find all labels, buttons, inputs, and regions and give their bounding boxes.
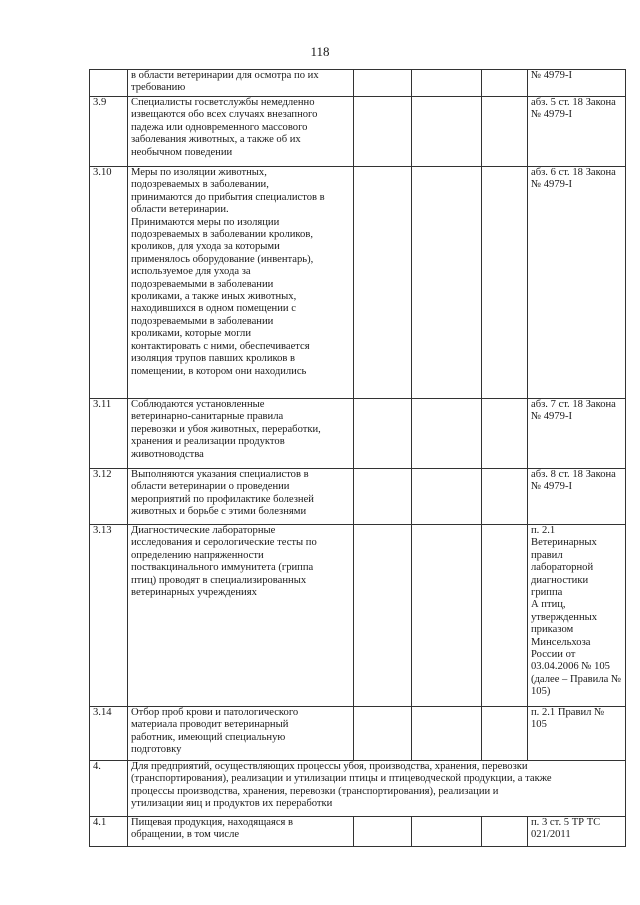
empty-cell bbox=[482, 707, 528, 761]
row-number: 3.12 bbox=[90, 469, 128, 525]
requirement-text: Соблюдаются установленные ветеринарно-санитарные правила перевозки и убоя животных, переработки, хранения и реализации продуктов животноводства bbox=[128, 399, 354, 469]
empty-cell bbox=[412, 70, 482, 97]
table-row bbox=[90, 399, 626, 469]
empty-cell bbox=[482, 817, 528, 847]
empty-cell bbox=[412, 707, 482, 761]
empty-cell bbox=[482, 525, 528, 707]
row-number: 3.13 bbox=[90, 525, 128, 707]
legal-reference: п. 3 ст. 5 ТР ТС 021/2011 bbox=[528, 817, 626, 847]
row-number: 3.11 bbox=[90, 399, 128, 469]
empty-cell bbox=[354, 167, 412, 399]
row-number: 3.9 bbox=[90, 97, 128, 167]
empty-cell bbox=[354, 707, 412, 761]
legal-reference: абз. 7 ст. 18 Закона № 4979-I bbox=[528, 399, 626, 469]
requirement-text: Пищевая продукция, находящаяся в обращении, в том числе bbox=[128, 817, 354, 847]
empty-cell bbox=[354, 97, 412, 167]
requirement-text: Меры по изоляции животных, подозреваемых в заболевании, принимаются до прибытия специалистов в области ветеринарии. Принимаются меры по изоляции подозреваемых в заболевании кроликов, кроликов, для ухода за которыми применялось оборудование (инвентарь), используемое для ухода за подозреваемыми в заболевании кроликами, а также иных животных, находившихся в одном помещении с подозреваемыми в заболевании кроликами, которые могли контактировать с ними, обеспечивается изоляция трупов павших кроликов в помещении, в котором они находились bbox=[128, 167, 354, 399]
requirement-text: Выполняются указания специалистов в области ветеринарии о проведении мероприятий по профилактике болезней животных и борьбе с этими болезнями bbox=[128, 469, 354, 525]
table-row bbox=[90, 525, 626, 707]
empty-cell bbox=[412, 97, 482, 167]
empty-cell bbox=[412, 817, 482, 847]
empty-cell bbox=[354, 817, 412, 847]
row-number: 3.10 bbox=[90, 167, 128, 399]
empty-cell bbox=[482, 469, 528, 525]
table-row bbox=[90, 97, 626, 167]
empty-cell bbox=[482, 399, 528, 469]
empty-cell bbox=[354, 70, 412, 97]
empty-cell bbox=[354, 469, 412, 525]
page-number: 118 bbox=[310, 44, 330, 59]
requirement-text: Отбор проб крови и патологического материала проводит ветеринарный работник, имеющий специальную подготовку bbox=[128, 707, 354, 761]
table-row bbox=[90, 817, 626, 847]
empty-cell bbox=[412, 469, 482, 525]
section-header-row bbox=[90, 761, 626, 817]
table-row bbox=[90, 167, 626, 399]
legal-reference: абз. 5 ст. 18 Закона № 4979-I bbox=[528, 97, 626, 167]
requirements-table bbox=[89, 69, 626, 847]
section-number: 4. bbox=[90, 761, 128, 817]
row-number: 3.14 bbox=[90, 707, 128, 761]
requirement-text: Специалисты госветслужбы немедленно извещаются обо всех случаях внезапного падежа или одновременного массового заболевания животных, а также об их необычном поведении bbox=[128, 97, 354, 167]
row-number: 4.1 bbox=[90, 817, 128, 847]
table-row bbox=[90, 469, 626, 525]
requirement-text: в области ветеринарии для осмотра по их требованию bbox=[128, 70, 354, 97]
legal-reference: № 4979-I bbox=[528, 70, 626, 97]
table-row bbox=[90, 70, 626, 97]
empty-cell bbox=[354, 525, 412, 707]
legal-reference: п. 2.1 Правил № 105 bbox=[528, 707, 626, 761]
section-heading: Для предприятий, осуществляющих процессы убоя, производства, хранения, перевозки (транспортирования), реализации и утилизации птицы и птицеводческой продукции, а также процессы производства, хранения, перевозки (транспортирования), реализации и утилизации яиц и продуктов их переработки bbox=[128, 761, 626, 817]
empty-cell bbox=[412, 525, 482, 707]
empty-cell bbox=[354, 399, 412, 469]
empty-cell bbox=[412, 167, 482, 399]
empty-cell bbox=[482, 167, 528, 399]
legal-reference: п. 2.1 Ветеринарных правил лабораторной диагностики гриппа А птиц, утвержденных приказом Минсельхоза России от 03.04.2006 № 105 (далее – Правила № 105) bbox=[528, 525, 626, 707]
empty-cell bbox=[482, 70, 528, 97]
table-row bbox=[90, 707, 626, 761]
empty-cell bbox=[482, 97, 528, 167]
legal-reference: абз. 8 ст. 18 Закона № 4979-I bbox=[528, 469, 626, 525]
legal-reference: абз. 6 ст. 18 Закона № 4979-I bbox=[528, 167, 626, 399]
row-number bbox=[90, 70, 128, 97]
empty-cell bbox=[412, 399, 482, 469]
requirement-text: Диагностические лабораторные исследования и серологические тесты по определению напряженности поствакцинального иммунитета (гриппа птиц) проводят в специализированных ветеринарных учреждениях bbox=[128, 525, 354, 707]
